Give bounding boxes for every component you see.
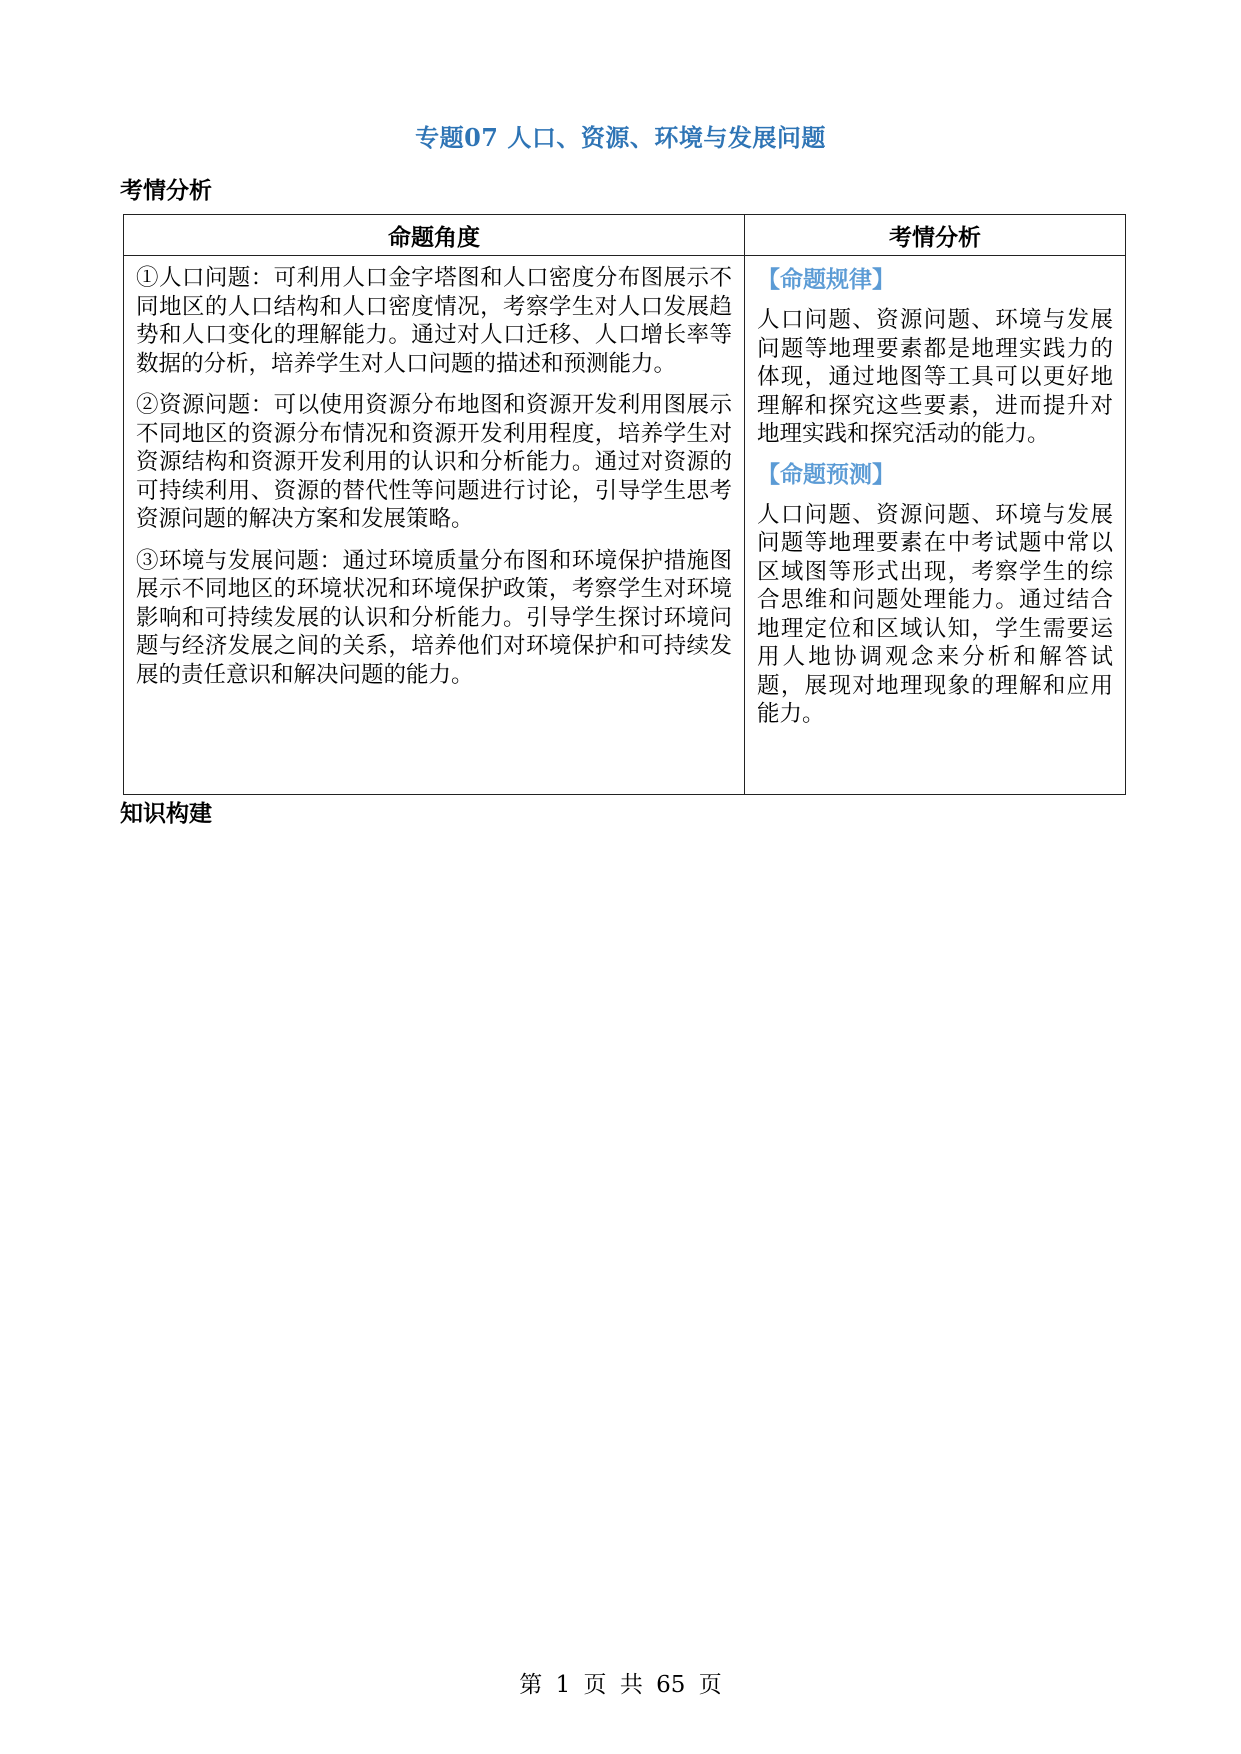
section-heading-knowledge: 知识构建	[120, 801, 212, 827]
angle-paragraph-resources: ②资源问题：可以使用资源分布地图和资源开发利用图展示不同地区的资源分布情况和资源开发利用程度，培养学生对资源结构和资源开发利用的认识和分析能力。通过对资源的可持续利用、资源的替代性等问题进行讨论，引导学生思考资源问题的解决方案和发展策略。	[136, 392, 732, 532]
header-angle: 命题角度	[124, 215, 745, 256]
angle-cell	[124, 256, 745, 795]
table-row	[124, 256, 1126, 795]
analysis-cell	[745, 256, 1126, 795]
rule-tag: 【命题规律】	[757, 267, 895, 293]
forecast-text: 人口问题、资源问题、环境与发展问题等地理要素在中考试题中常以区域图等形式出现，考察学生的综合思维和问题处理能力。通过结合地理定位和区域认知，学生需要运用人地协调观念来分析和解答试题，展现对地理现象的理解和应用能力。	[757, 501, 1113, 727]
forecast-tag: 【命题预测】	[757, 461, 895, 488]
page-footer: 第 1 页 共 65 页	[519, 1672, 722, 1698]
rule-text: 人口问题、资源问题、环境与发展问题等地理要素都是地理实践力的体现，通过地图等工具可以更好地理解和探究这些要素，进而提升对地理实践和探究活动的能力。	[757, 307, 1113, 447]
angle-paragraph-environment: ③环境与发展问题：通过环境质量分布图和环境保护措施图展示不同地区的环境状况和环境保护政策，考察学生对环境影响和可持续发展的认识和分析能力。引导学生探讨环境问题与经济发展之间的关系，培养他们对环境保护和可持续发展的责任意识和解决问题的能力。	[136, 547, 732, 688]
table-header-row	[124, 215, 1126, 256]
section-heading-analysis: 考情分析	[120, 178, 212, 204]
header-analysis: 考情分析	[745, 215, 1126, 256]
angle-paragraph-population: ①人口问题：可利用人口金字塔图和人口密度分布图展示不同地区的人口结构和人口密度情况，考察学生对人口发展趋势和人口变化的理解能力。通过对人口迁移、人口增长率等数据的分析，培养学生对人口问题的描述和预测能力。	[136, 265, 732, 377]
analysis-table	[123, 214, 1126, 795]
document-title: 专题07 人口、资源、环境与发展问题	[415, 123, 826, 152]
